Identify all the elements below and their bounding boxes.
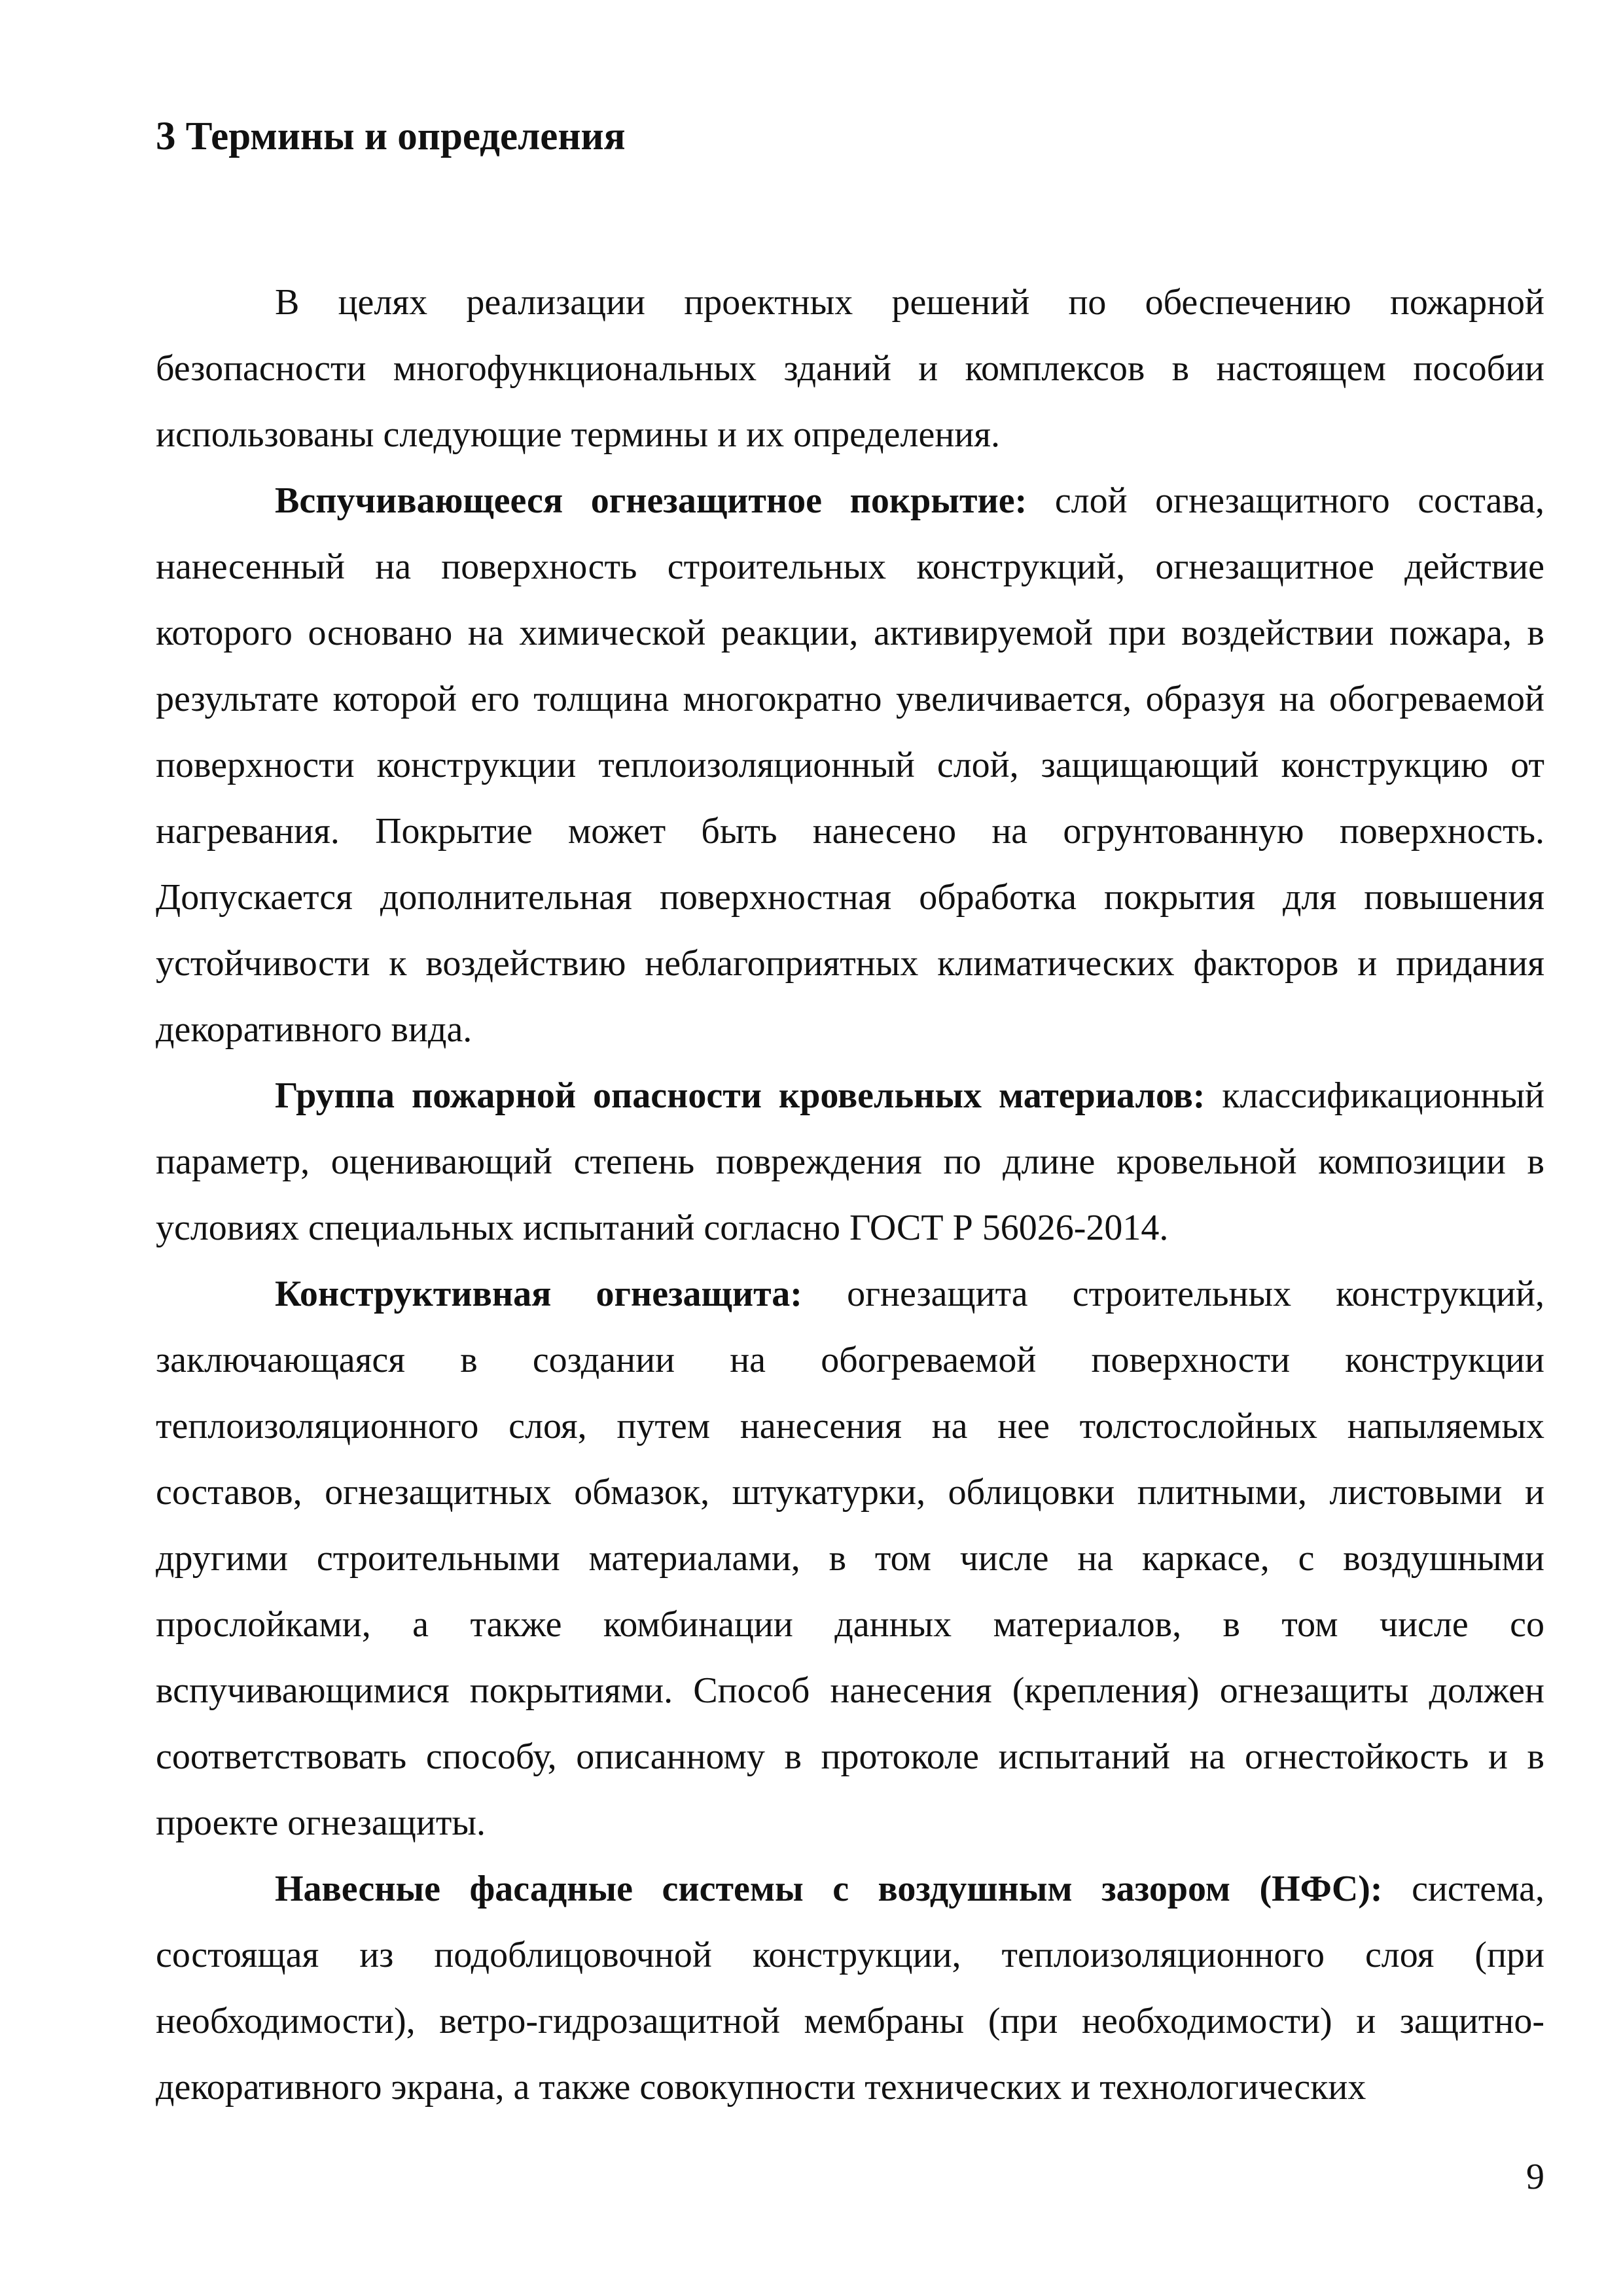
intro-paragraph [156, 270, 1544, 468]
definition-text: система, состоящая из подоблицовочной конструкции, теплоизоляционного слоя (при необходимости), ветро-гидрозащитной мембраны (при необходимости) и защитно-декоративного экрана, а также совокупности технических и технологических [156, 1869, 1545, 2108]
definition-text: огнезащита строительных конструкций, заключающаяся в создании на обогреваемой поверхности конструкции теплоизоляционного слоя, путем нанесения на нее толстослойных напыляемых составов, огнезащитных обмазок, штукатурки, облицовки плитными, листовыми и другими строительными материалами, в том числе на каркасе, с воздушными прослойками, а также комбинации данных материалов, в том числе со вспучивающимися покрытиями. Способ нанесения (крепления) огнезащиты должен соответствовать способу, описанному в протоколе испытаний на огнестойкость и в проекте огнезащиты. [156, 1274, 1544, 1843]
section-title: 3 Термины и определения [156, 115, 626, 158]
definition-paragraph [156, 1063, 1544, 1261]
definition-text: классификационный параметр, оценивающий степень повреждения по длине кровельной композиции в условиях специальных испытаний согласно ГОСТ Р 56026-2014. [156, 1075, 1544, 1248]
paragraph-text: В целях реализации проектных решений по обеспечению пожарной безопасности многофункциональных зданий и комплексов в настоящем пособии использованы следующие термины и их определения. [156, 282, 1544, 455]
definition-paragraph [156, 1856, 1544, 2121]
definition-term: Группа пожарной опасности кровельных материалов: [275, 1075, 1205, 1116]
definition-term: Навесные фасадные системы с воздушным зазором (НФС): [275, 1869, 1383, 1909]
definition-term: Конструктивная огнезащита: [275, 1274, 802, 1314]
document-body [156, 270, 1544, 2121]
page-number: 9 [1526, 2157, 1544, 2197]
definition-text: слой огнезащитного состава, нанесенный на поверхность строительных конструкций, огнезащитное действие которого основано на химической реакции, активируемой при воздействии пожара, в результате которой его толщина многократно увеличивается, образуя на обогреваемой поверхности конструкции теплоизоляционный слой, защищающий конструкцию от нагревания. Покрытие может быть нанесено на огрунтованную поверхность. Допускается дополнительная поверхностная обработка покрытия для повышения устойчивости к воздействию неблагоприятных климатических факторов и придания декоративного вида. [156, 480, 1544, 1050]
definition-paragraph [156, 1261, 1544, 1856]
definition-paragraph [156, 468, 1544, 1063]
definition-term: Вспучивающееся огнезащитное покрытие: [275, 480, 1027, 521]
